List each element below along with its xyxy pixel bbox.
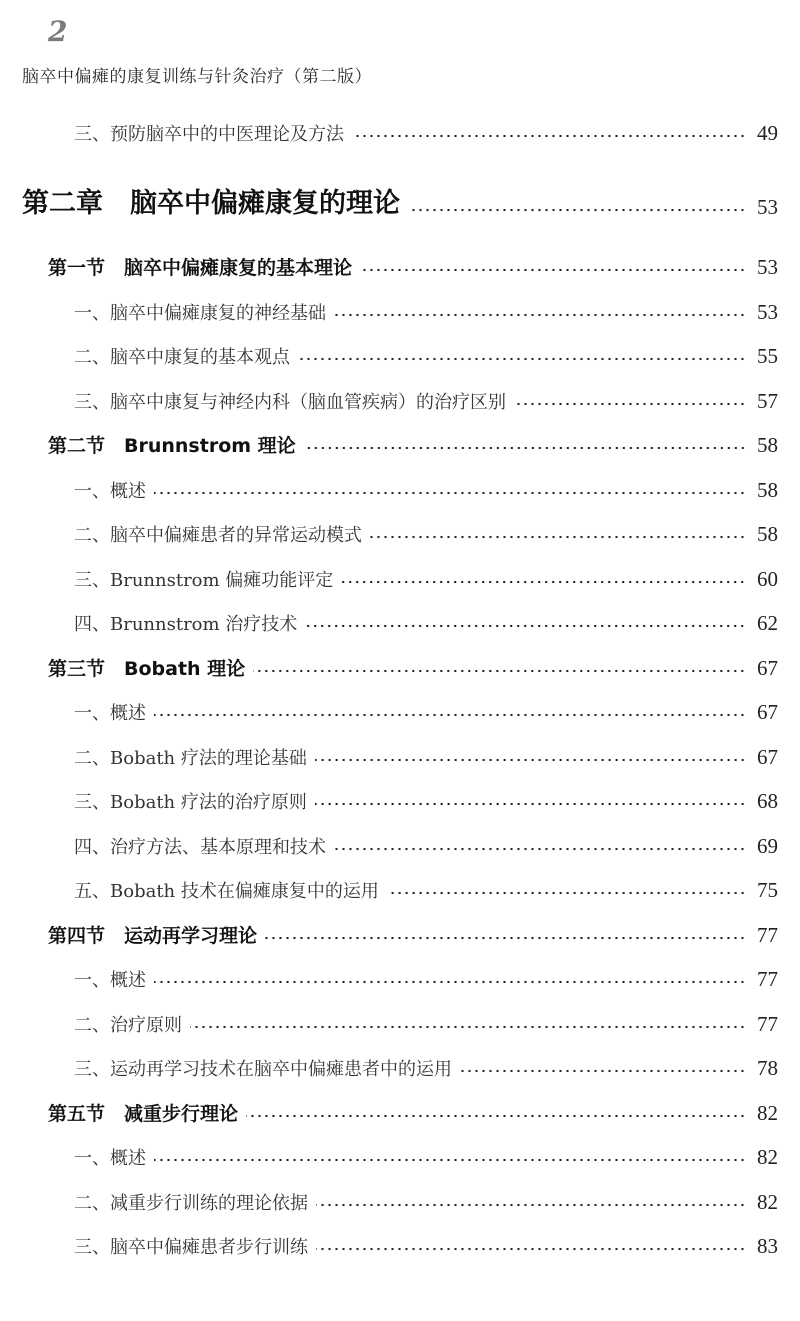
dot-leader	[387, 889, 746, 897]
toc-entry-title: 一、概述	[74, 481, 146, 502]
toc-entry-title: 二、减重步行训练的理论依据	[74, 1193, 308, 1214]
toc-page-number: 53	[757, 195, 778, 219]
toc-entry-title: 二、脑卒中偏瘫患者的异常运动模式	[74, 525, 362, 546]
dot-leader	[370, 533, 746, 541]
dot-leader	[315, 756, 746, 764]
toc-page-number: 57	[757, 389, 778, 413]
dot-leader	[298, 355, 746, 363]
toc-section-entry[interactable]	[48, 918, 778, 948]
toc-page-number: 67	[757, 745, 778, 769]
toc-entry-title: 一、概述	[74, 1148, 146, 1169]
toc-page-number: 58	[757, 478, 778, 502]
toc-item-entry[interactable]	[74, 473, 778, 503]
toc-section-entry[interactable]	[48, 250, 778, 280]
toc-entry-title: 三、运动再学习技术在脑卒中偏瘫患者中的运用	[74, 1059, 452, 1080]
toc-item-entry[interactable]	[74, 339, 778, 369]
dot-leader	[190, 1023, 746, 1031]
toc-item-entry[interactable]	[74, 1140, 778, 1170]
toc-page-number: 68	[757, 789, 778, 813]
dot-leader	[265, 934, 746, 942]
toc-section-entry[interactable]	[48, 428, 778, 458]
dot-leader	[305, 622, 746, 630]
dot-leader	[246, 1112, 746, 1120]
toc-entry-title: 第二章 脑卒中偏瘫康复的理论	[22, 188, 400, 219]
toc-entry-title: 三、脑卒中康复与神经内科（脑血管疾病）的治疗区别	[74, 392, 506, 413]
toc-entry-title: 第二节 Brunnstrom 理论	[48, 435, 296, 457]
toc-page-number: 67	[757, 656, 778, 680]
toc-item-entry[interactable]	[74, 740, 778, 770]
toc-page-number: 55	[757, 344, 778, 368]
toc-item-entry[interactable]	[74, 562, 778, 592]
dot-leader	[154, 978, 746, 986]
toc-page-number: 77	[757, 1012, 778, 1036]
dot-leader	[316, 1245, 746, 1253]
dot-leader	[514, 400, 746, 408]
toc-item-entry[interactable]	[74, 695, 778, 725]
toc-page-number: 58	[757, 433, 778, 457]
toc-item-entry[interactable]	[74, 962, 778, 992]
toc-page-number: 82	[757, 1101, 778, 1125]
toc-item-entry[interactable]	[74, 295, 778, 325]
dot-leader	[315, 800, 746, 808]
toc-entry-title: 三、预防脑卒中的中医理论及方法	[74, 124, 344, 145]
toc-page-number: 60	[757, 567, 778, 591]
toc-item-entry[interactable]	[74, 1051, 778, 1081]
toc-item-entry[interactable]	[74, 784, 778, 814]
toc-page-number: 83	[757, 1234, 778, 1258]
running-head-book-title: 脑卒中偏瘫的康复训练与针灸治疗（第二版）	[22, 67, 372, 87]
toc-entry-title: 一、概述	[74, 703, 146, 724]
toc-page-number: 67	[757, 700, 778, 724]
toc-page-number: 49	[757, 121, 778, 145]
toc-entry-title: 一、概述	[74, 970, 146, 991]
toc-item-entry[interactable]	[74, 1007, 778, 1037]
toc-entry-title: 四、Brunnstrom 治疗技术	[74, 614, 298, 635]
toc-page-number: 53	[757, 255, 778, 279]
dot-leader	[334, 845, 746, 853]
toc-entry-title: 一、脑卒中偏瘫康复的神经基础	[74, 303, 326, 324]
toc-item-entry[interactable]	[74, 829, 778, 859]
dot-leader	[460, 1067, 746, 1075]
dot-leader	[154, 489, 746, 497]
dot-leader	[304, 444, 746, 452]
toc-page-number: 78	[757, 1056, 778, 1080]
toc-entry-title: 四、治疗方法、基本原理和技术	[74, 837, 326, 858]
toc-page-number: 75	[757, 878, 778, 902]
dot-leader	[341, 578, 746, 586]
toc-item-entry[interactable]	[74, 1185, 778, 1215]
toc-page-number: 82	[757, 1190, 778, 1214]
toc-entry-title: 第一节 脑卒中偏瘫康复的基本理论	[48, 257, 353, 279]
dot-leader	[253, 667, 746, 675]
dot-leader	[334, 311, 746, 319]
toc-entry-title: 三、Bobath 疗法的治疗原则	[74, 792, 307, 813]
toc-entry-title: 第四节 运动再学习理论	[48, 925, 258, 947]
toc-chapter-entry[interactable]	[22, 180, 778, 220]
toc-page-number: 69	[757, 834, 778, 858]
toc-section-entry[interactable]	[48, 1096, 778, 1126]
toc-entry-title: 二、脑卒中康复的基本观点	[74, 347, 290, 368]
toc-entry-title: 第三节 Bobath 理论	[48, 658, 246, 680]
toc-item-entry[interactable]	[74, 1229, 778, 1259]
toc-item-entry[interactable]	[74, 606, 778, 636]
toc-entry-title: 五、Bobath 技术在偏瘫康复中的运用	[74, 881, 379, 902]
toc-section-entry[interactable]	[48, 651, 778, 681]
page-number: 2	[48, 15, 68, 48]
toc-page-number: 77	[757, 923, 778, 947]
toc-item-entry[interactable]	[74, 116, 778, 146]
dot-leader	[408, 206, 746, 214]
toc-page-number: 53	[757, 300, 778, 324]
toc-entry-title: 二、治疗原则	[74, 1015, 182, 1036]
dot-leader	[360, 266, 746, 274]
toc-page-number: 77	[757, 967, 778, 991]
dot-leader	[154, 1156, 746, 1164]
toc-entry-title: 二、Bobath 疗法的理论基础	[74, 748, 307, 769]
dot-leader	[316, 1201, 746, 1209]
toc-page-number: 58	[757, 522, 778, 546]
dot-leader	[352, 132, 746, 140]
toc-item-entry[interactable]	[74, 873, 778, 903]
dot-leader	[154, 711, 746, 719]
toc-page-number: 82	[757, 1145, 778, 1169]
toc-entry-title: 第五节 减重步行理论	[48, 1103, 239, 1125]
toc-item-entry[interactable]	[74, 517, 778, 547]
toc-item-entry[interactable]	[74, 384, 778, 414]
toc-page-number: 62	[757, 611, 778, 635]
toc-entry-title: 三、Brunnstrom 偏瘫功能评定	[74, 570, 334, 591]
toc-entry-title: 三、脑卒中偏瘫患者步行训练	[74, 1237, 308, 1258]
